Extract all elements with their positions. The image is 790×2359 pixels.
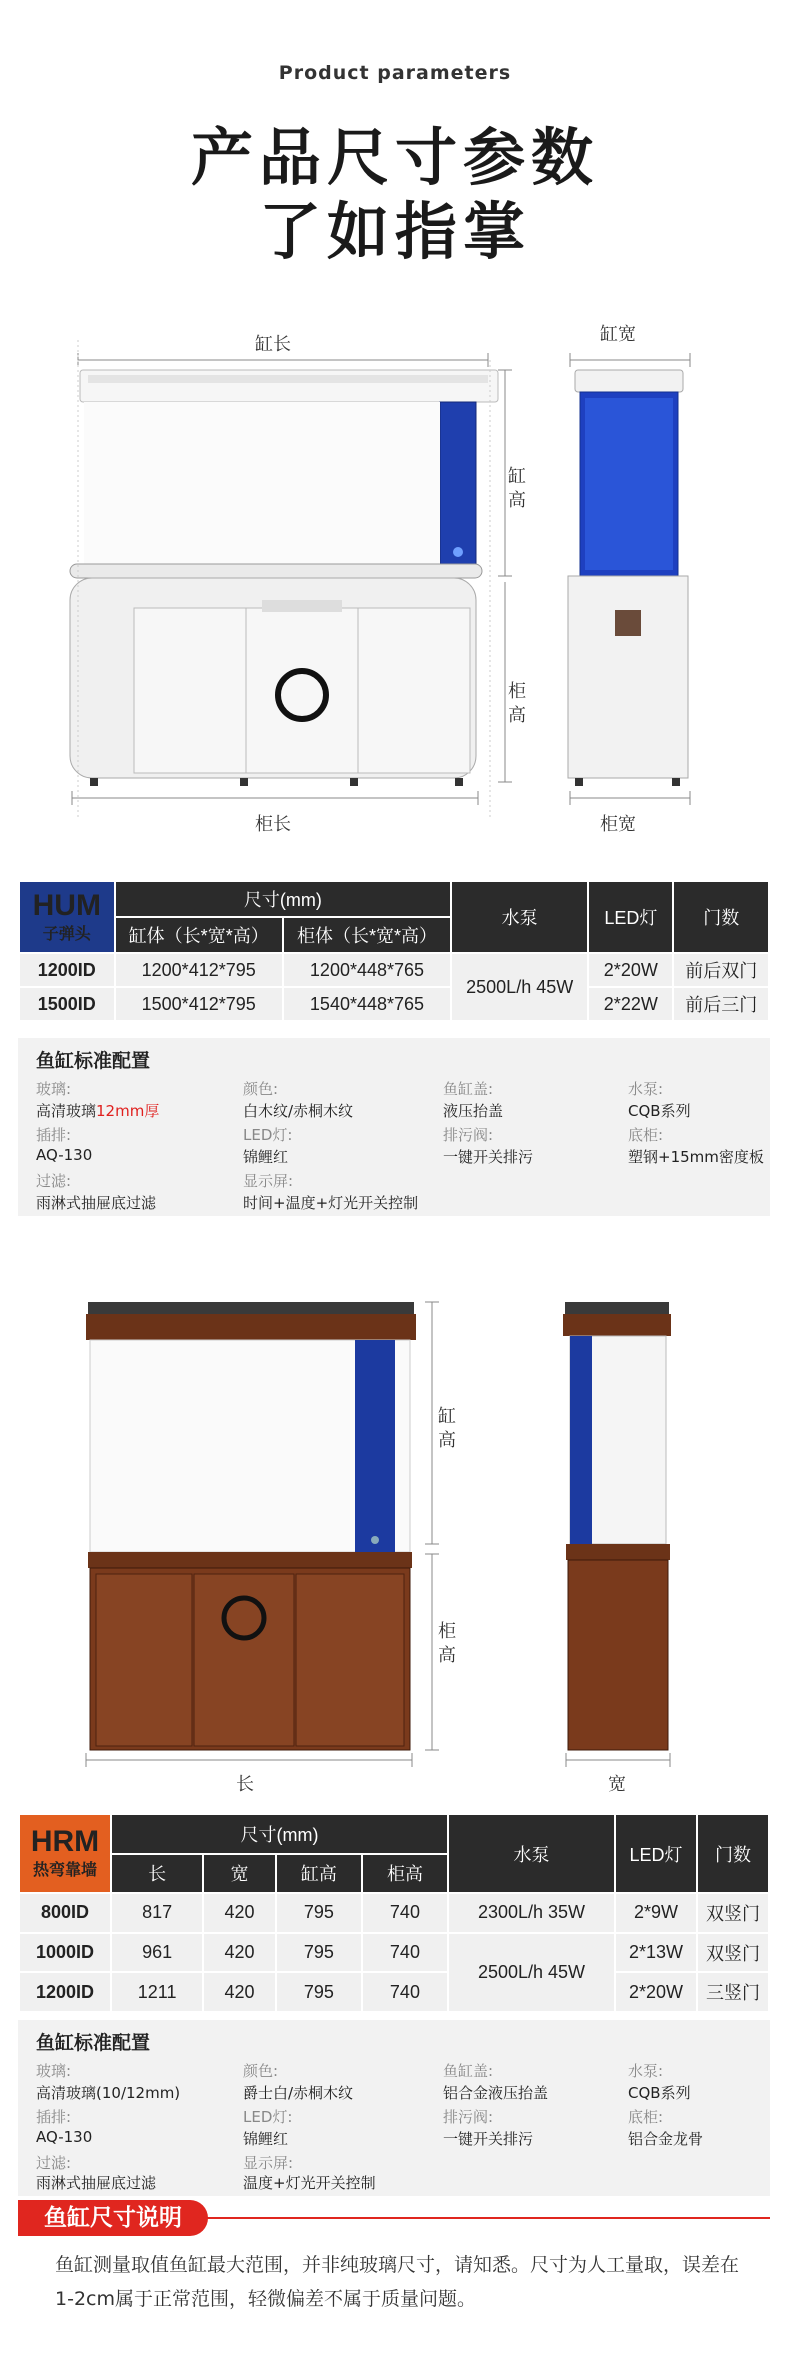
color-value: 爵士白/赤桐木纹 bbox=[243, 2084, 354, 2102]
tank-dim-header: 缸体（长*宽*高） bbox=[115, 917, 283, 953]
chinese-title-line2: 了如指掌 bbox=[258, 195, 531, 268]
tank-length-label: 缸长 bbox=[255, 334, 291, 355]
tank-height-cell: 795 bbox=[276, 1893, 362, 1933]
size-header-2: 尺寸(mm) bbox=[111, 1814, 448, 1854]
doors-cell: 前后双门 bbox=[673, 953, 769, 987]
glass-value-text: 高清玻璃 bbox=[36, 1102, 97, 1120]
width-cell: 420 bbox=[203, 1893, 276, 1933]
glass-thickness: 12mm厚 bbox=[96, 1102, 160, 1120]
width-cell: 420 bbox=[203, 1972, 276, 2012]
cabinet-material-value: 铝合金龙骨 bbox=[628, 2130, 704, 2148]
model-cell: 1500ID bbox=[19, 987, 115, 1021]
filter-value: 雨淋式抽屉底过滤 bbox=[36, 2174, 157, 2192]
model-cell: 1000ID bbox=[19, 1933, 111, 1973]
cabinet-height-cell: 740 bbox=[362, 1933, 448, 1973]
color-value: 白木纹/赤桐木纹 bbox=[243, 1102, 354, 1120]
hum-brand-cell bbox=[19, 881, 115, 953]
note-text: 鱼缸测量取值鱼缸最大范围，并非纯玻璃尺寸，请知悉。尺寸为人工量取，误差在1-2cm属于正常范围，轻微偏差不属于质量问题。 bbox=[55, 2254, 740, 2310]
tank-height-label: 缸高 bbox=[508, 466, 526, 511]
cabinet-dim-cell: 1200*448*765 bbox=[283, 953, 451, 987]
width-header: 宽 bbox=[203, 1854, 276, 1894]
led-value: 锦鲤红 bbox=[243, 1148, 289, 1166]
led-header: LED灯 bbox=[588, 881, 673, 953]
cabinet-length-label: 柜长 bbox=[255, 814, 291, 835]
filter-value: 雨淋式抽屉底过滤 bbox=[36, 1194, 157, 1212]
cabinet-width-label: 柜宽 bbox=[600, 814, 636, 835]
doors-header: 门数 bbox=[673, 881, 769, 953]
table-row bbox=[19, 953, 769, 987]
width-cell: 420 bbox=[203, 1933, 276, 1973]
hrm-config-panel bbox=[18, 2020, 770, 2196]
led-cell: 2*22W bbox=[588, 987, 673, 1021]
pump-label: 水泵: bbox=[628, 1080, 664, 1098]
english-title: Product parameters bbox=[278, 62, 512, 84]
led-cell: 2*13W bbox=[615, 1933, 697, 1973]
hum-brand-name: HUM bbox=[32, 888, 101, 922]
drain-value: 一键开关排污 bbox=[443, 1148, 534, 1166]
power-strip-label: 插排: bbox=[36, 2108, 72, 2126]
table-row bbox=[19, 987, 769, 1021]
white-aquarium-drawing bbox=[0, 320, 790, 840]
led-value: 锦鲤红 bbox=[243, 2130, 289, 2148]
power-strip-value: AQ-130 bbox=[36, 2128, 93, 2146]
lid-value: 铝合金液压抬盖 bbox=[443, 2084, 549, 2102]
note-title: 鱼缸尺寸说明 bbox=[18, 2200, 208, 2236]
hrm-brand-cell bbox=[19, 1814, 111, 1893]
config-title: 鱼缸标准配置 bbox=[36, 2032, 151, 2054]
pump-header: 水泵 bbox=[451, 881, 588, 953]
pump-label: 水泵: bbox=[628, 2062, 664, 2080]
filter-label: 过滤: bbox=[36, 1172, 72, 1190]
power-strip-label: 插排: bbox=[36, 1126, 72, 1144]
width-label: 宽 bbox=[608, 1774, 626, 1795]
cabinet-height-label: 柜高 bbox=[508, 681, 526, 726]
pump-value: CQB系列 bbox=[628, 1102, 691, 1120]
led-label: LED灯: bbox=[243, 2108, 293, 2126]
size-header: 尺寸(mm) bbox=[115, 881, 452, 917]
display-label: 显示屏: bbox=[243, 1172, 294, 1190]
power-strip-value: AQ-130 bbox=[36, 1146, 93, 1164]
display-value: 时间+温度+灯光开关控制 bbox=[243, 1194, 419, 1212]
cabinet-dim-cell: 1540*448*765 bbox=[283, 987, 451, 1021]
pump-value: CQB系列 bbox=[628, 2084, 691, 2102]
wood-aquarium-drawing bbox=[0, 1290, 790, 1810]
cabinet-height-label-2: 柜高 bbox=[438, 1621, 456, 1666]
led-label: LED灯: bbox=[243, 1126, 293, 1144]
filter-label: 过滤: bbox=[36, 2154, 72, 2172]
config-title: 鱼缸标准配置 bbox=[36, 1050, 151, 1072]
tank-height-label-2: 缸高 bbox=[438, 1406, 456, 1451]
length-cell: 961 bbox=[111, 1933, 203, 1973]
hrm-brand-name: HRM bbox=[30, 1825, 100, 1859]
hum-brand-sub: 子弹头 bbox=[42, 925, 91, 943]
table-row bbox=[19, 1972, 769, 2012]
lid-label: 鱼缸盖: bbox=[443, 2062, 494, 2080]
table-row bbox=[19, 1933, 769, 1973]
doors-header-2: 门数 bbox=[697, 1814, 769, 1893]
wood-aquarium-diagram bbox=[0, 1290, 790, 1810]
tank-height-header: 缸高 bbox=[276, 1854, 362, 1894]
cabinet-height-header: 柜高 bbox=[362, 1854, 448, 1894]
white-aquarium-diagram bbox=[0, 320, 790, 840]
length-header: 长 bbox=[111, 1854, 203, 1894]
lid-label: 鱼缸盖: bbox=[443, 1080, 494, 1098]
glass-value: 高清玻璃(10/12mm) bbox=[36, 2084, 181, 2102]
doors-cell: 双竖门 bbox=[697, 1933, 769, 1973]
tank-height-cell: 795 bbox=[276, 1933, 362, 1973]
pump-header-2: 水泵 bbox=[448, 1814, 615, 1893]
hrm-brand-sub: 热弯靠墙 bbox=[32, 1862, 97, 1880]
hum-spec-table bbox=[18, 880, 770, 1022]
glass-label: 玻璃: bbox=[36, 2062, 72, 2080]
display-label: 显示屏: bbox=[243, 2154, 294, 2172]
tank-dim-cell: 1500*412*795 bbox=[115, 987, 283, 1021]
table-row bbox=[19, 1893, 769, 1933]
led-cell: 2*20W bbox=[615, 1972, 697, 2012]
length-cell: 817 bbox=[111, 1893, 203, 1933]
cabinet-material-label: 底柜: bbox=[628, 2108, 664, 2126]
model-cell: 800ID bbox=[19, 1893, 111, 1933]
hum-config-panel bbox=[18, 1038, 770, 1216]
length-label: 长 bbox=[236, 1774, 254, 1795]
pump-cell: 2300L/h 35W bbox=[448, 1893, 615, 1933]
drain-label: 排污阀: bbox=[443, 1126, 494, 1144]
led-cell: 2*20W bbox=[588, 953, 673, 987]
color-label: 颜色: bbox=[243, 1080, 279, 1098]
tank-height-cell: 795 bbox=[276, 1972, 362, 2012]
led-cell: 2*9W bbox=[615, 1893, 697, 1933]
doors-cell: 三竖门 bbox=[697, 1972, 769, 2012]
chinese-title-line1: 产品尺寸参数 bbox=[190, 121, 599, 194]
color-label: 颜色: bbox=[243, 2062, 279, 2080]
glass-value bbox=[36, 1100, 159, 1121]
tank-dim-cell: 1200*412*795 bbox=[115, 953, 283, 987]
display-value: 温度+灯光开关控制 bbox=[243, 2174, 376, 2192]
cabinet-material-value: 塑钢+15mm密度板 bbox=[628, 1148, 764, 1166]
glass-label: 玻璃: bbox=[36, 1080, 72, 1098]
drain-label: 排污阀: bbox=[443, 2108, 494, 2126]
drain-value: 一键开关排污 bbox=[443, 2130, 534, 2148]
pump-cell: 2500L/h 45W bbox=[448, 1933, 615, 2012]
cabinet-dim-header: 柜体（长*宽*高） bbox=[283, 917, 451, 953]
doors-cell: 前后三门 bbox=[673, 987, 769, 1021]
pump-cell: 2500L/h 45W bbox=[451, 953, 588, 1021]
led-header-2: LED灯 bbox=[615, 1814, 697, 1893]
cabinet-material-label: 底柜: bbox=[628, 1126, 664, 1144]
model-cell: 1200ID bbox=[19, 953, 115, 987]
tank-width-label: 缸宽 bbox=[600, 324, 636, 345]
doors-cell: 双竖门 bbox=[697, 1893, 769, 1933]
length-cell: 1211 bbox=[111, 1972, 203, 2012]
hrm-spec-table bbox=[18, 1813, 770, 2013]
cabinet-height-cell: 740 bbox=[362, 1972, 448, 2012]
lid-value: 液压抬盖 bbox=[443, 1102, 504, 1120]
model-cell: 1200ID bbox=[19, 1972, 111, 2012]
cabinet-height-cell: 740 bbox=[362, 1893, 448, 1933]
